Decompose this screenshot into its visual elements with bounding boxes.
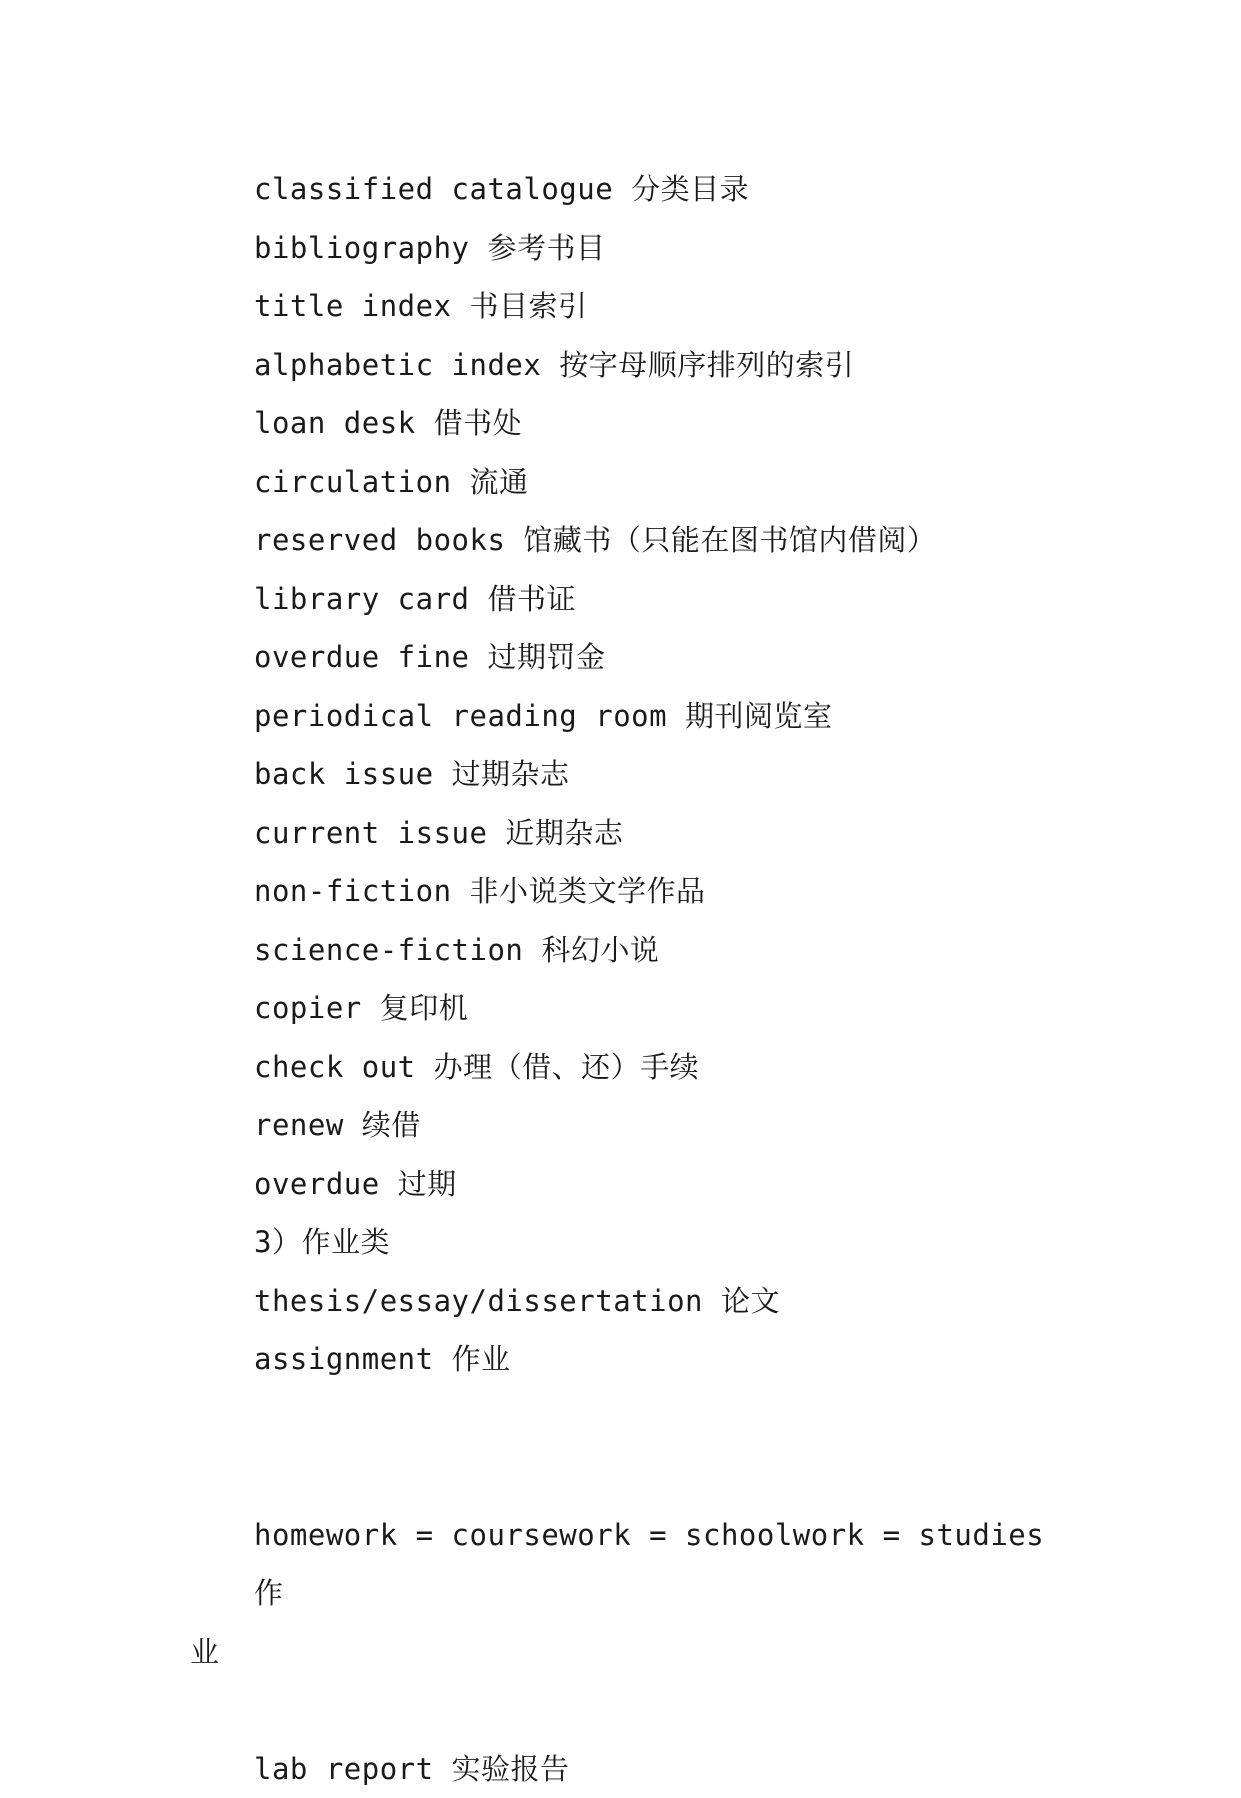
vocab-line: non-fiction 非小说类文学作品 [190,862,1070,921]
vocab-line: periodical reading room 期刊阅览室 [190,687,1070,746]
vocab-line: renew 续借 [190,1096,1070,1155]
vocab-line: classified catalogue 分类目录 [190,160,1070,219]
vocab-line: loan desk 借书处 [190,394,1070,453]
vocab-line-wrapped [190,1389,1070,1740]
vocab-line: back issue 过期杂志 [190,745,1070,804]
vocab-line: library card 借书证 [190,570,1070,629]
vocab-line: title index 书目索引 [190,277,1070,336]
section-heading: 3）作业类 [190,1213,1070,1272]
vocab-line: circulation 流通 [190,453,1070,512]
vocab-line: bibliography 参考书目 [190,219,1070,278]
vocab-line: overdue 过期 [190,1155,1070,1214]
vocab-line: current issue 近期杂志 [190,804,1070,863]
vocab-line: lab report 实验报告 [190,1740,1070,1798]
vocab-line-continuation: 业 [190,1635,220,1669]
vocab-line: alphabetic index 按字母顺序排列的索引 [190,336,1070,395]
vocab-line: science-fiction 科幻小说 [190,921,1070,980]
vocab-line: thesis/essay/dissertation 论文 [190,1272,1070,1331]
vocab-line-first-part: homework = coursework = schoolwork = studies 作 [190,1506,1070,1623]
vocab-line: reserved books 馆藏书（只能在图书馆内借阅） [190,511,1070,570]
vocabulary-list [190,160,1070,1798]
vocab-line: check out 办理（借、还）手续 [190,1038,1070,1097]
vocab-line: copier 复印机 [190,979,1070,1038]
vocab-line: overdue fine 过期罚金 [190,628,1070,687]
vocab-line: assignment 作业 [190,1330,1070,1389]
